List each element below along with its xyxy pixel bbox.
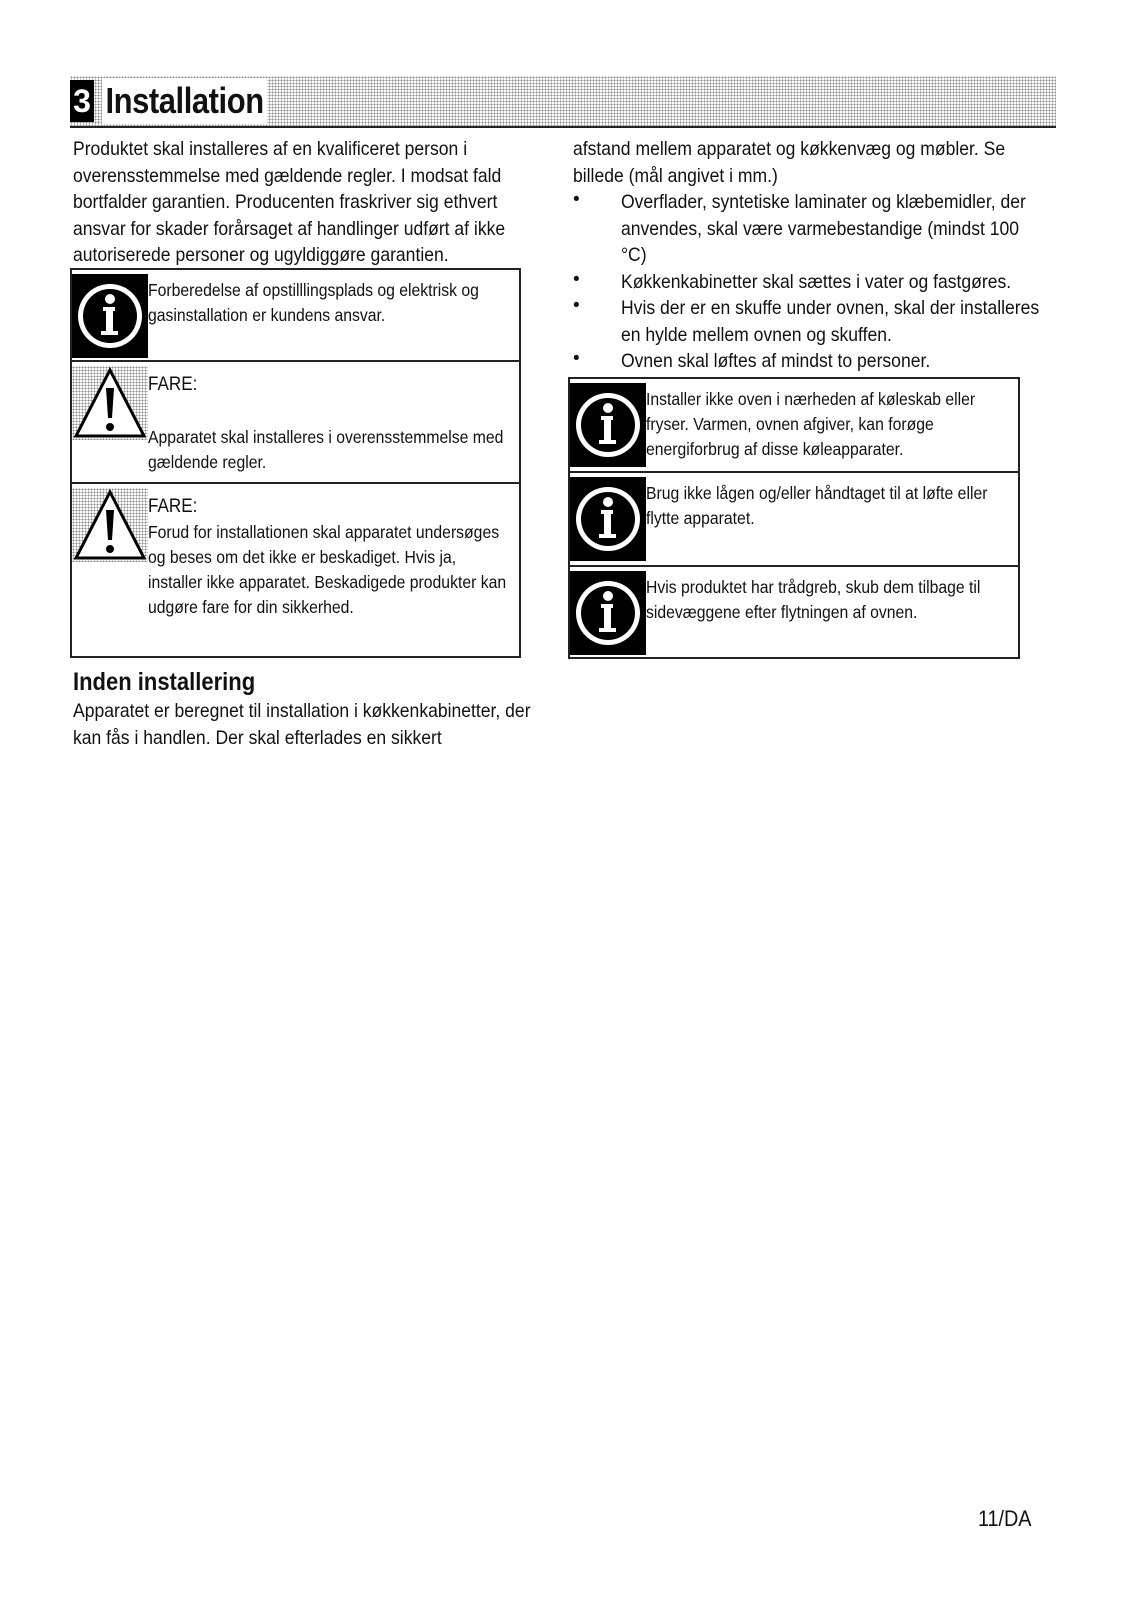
right-notice-box bbox=[568, 377, 1020, 659]
info-note-text: Hvis produktet har trådgreb, skub dem tilbage til sidevæggene efter flytningen af ovnen. bbox=[646, 576, 981, 622]
list-item: • Køkkenkabinetter skal sættes i vater og fastgøres. bbox=[573, 268, 1012, 293]
section-number: 3 bbox=[70, 80, 94, 122]
bullet-icon: • bbox=[573, 295, 580, 316]
info-icon bbox=[570, 383, 646, 467]
warning-row-1 bbox=[72, 362, 519, 484]
bullet-icon: • bbox=[573, 189, 580, 210]
right-column bbox=[573, 136, 1053, 659]
list-item: • Overflader, syntetiske laminater og klæbemidler, der anvendes, skal være varmebestandige (mindst 100 °C) bbox=[573, 189, 1026, 266]
page-number: 11/DA bbox=[978, 1506, 1032, 1531]
left-column bbox=[73, 136, 553, 751]
info-note-text: Forberedelse af opstilllingsplads og elektrisk og gasinstallation er kundens ansvar. bbox=[148, 280, 479, 325]
info-note-row bbox=[570, 567, 1018, 657]
info-icon bbox=[570, 477, 646, 561]
subheading-before-installation: Inden installering bbox=[73, 668, 256, 696]
warning-row-2 bbox=[72, 484, 519, 656]
info-note-row bbox=[72, 270, 519, 362]
requirements-list bbox=[573, 189, 1053, 375]
before-installation-paragraph: Apparatet er beregnet til installation i køkkenkabinetter, der kan fås i handlen. Der skal efterlades en sikkert bbox=[73, 700, 531, 749]
bullet-icon: • bbox=[573, 268, 580, 290]
info-note-text: Installer ikke oven i nærheden af køleskab eller fryser. Varmen, ovnen afgiver, kan forøge energiforbrug af disse køleapparater. bbox=[646, 388, 976, 459]
info-note-row bbox=[570, 473, 1018, 567]
warning-triangle-icon bbox=[72, 366, 148, 440]
warning-1-text: Apparatet skal installeres i overensstemmelse med gældende regler. bbox=[148, 427, 504, 472]
info-note-text: Brug ikke lågen og/eller håndtaget til at løfte eller flytte apparatet. bbox=[646, 482, 988, 528]
info-icon bbox=[72, 274, 148, 358]
intro-paragraph: Produktet skal installeres af en kvalificeret person i overensstemmelse med gældende regler. I modsat fald bortfalder garantien. Producenten fraskriver sig ethvert ansvar for skader forårsaget af handlinger udført af ikke autoriserede personer og ugyldiggøre garantien. bbox=[73, 138, 506, 266]
section-title: Installation bbox=[102, 78, 267, 124]
info-icon bbox=[570, 571, 646, 655]
list-item: • Ovnen skal løftes af mindst to personer. bbox=[573, 348, 931, 372]
warning-2-title: FARE: bbox=[148, 496, 198, 517]
continued-paragraph: afstand mellem apparatet og køkkenvæg og møbler. Se billede (mål angivet i mm.) bbox=[573, 138, 1006, 187]
section-header bbox=[70, 76, 1056, 128]
bullet-icon: • bbox=[573, 348, 580, 369]
left-notice-box bbox=[70, 268, 521, 658]
info-note-row bbox=[570, 379, 1018, 473]
list-item: • Hvis der er en skuffe under ovnen, skal der installeres en hylde mellem ovnen og skuffen. bbox=[573, 295, 1040, 346]
warning-1-title: FARE: bbox=[148, 374, 198, 395]
warning-2-text: Forud for installationen skal apparatet undersøges og beses om det ikke er beskadiget. Hvis ja, installer ikke apparatet. Beskadigede produkter kan udgøre fare for din sikkerhed. bbox=[148, 522, 507, 617]
warning-triangle-icon bbox=[72, 488, 148, 562]
